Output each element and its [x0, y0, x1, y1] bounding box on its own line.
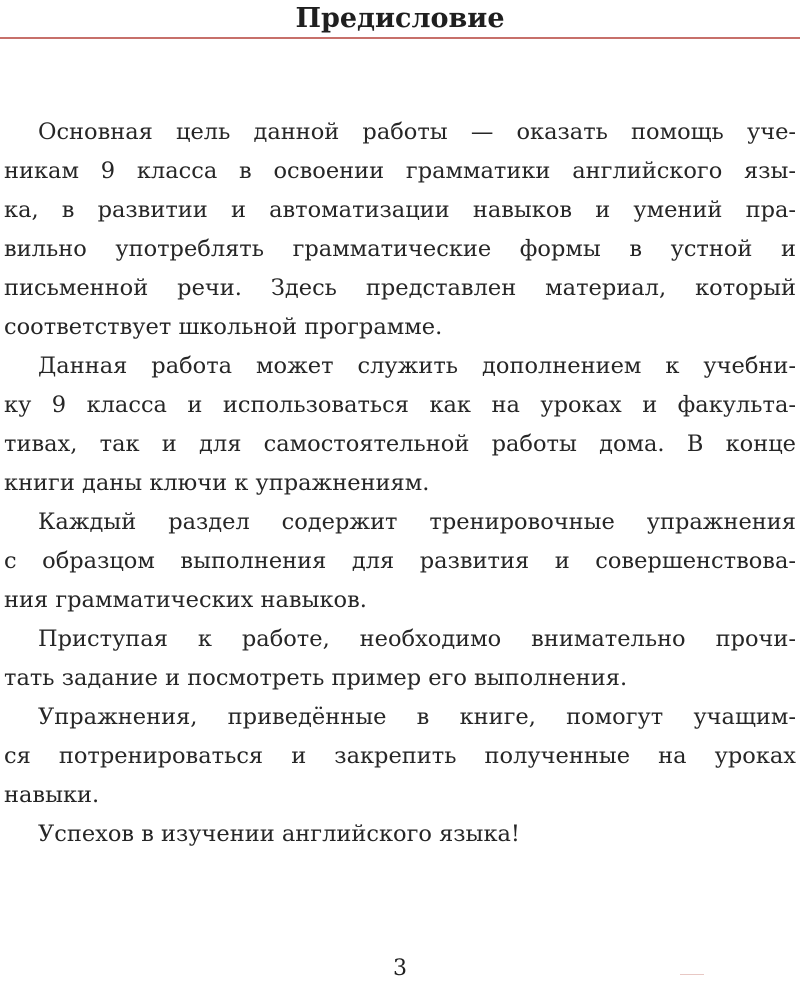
text-line: письменной речи. Здесь представлен материал, который — [4, 275, 796, 301]
text-line: с образцом выполнения для развития и совершенствова- — [4, 548, 796, 574]
text-line: тивах, так и для самостоятельной работы дома. В конце — [4, 431, 796, 457]
text-line: ка, в развитии и автоматизации навыков и умений пра- — [4, 197, 796, 223]
page-heading: Предисловие — [295, 3, 505, 34]
print-mark — [680, 974, 704, 975]
text-line: Приступая к работе, необходимо внимательно прочи- — [38, 626, 796, 652]
text-line: Данная работа может служить дополнением к учебни- — [38, 353, 796, 379]
text-line: ся потренироваться и закрепить полученные на уроках — [4, 743, 796, 769]
text-line: Упражнения, приведённые в книге, помогут учащим- — [38, 704, 796, 730]
text-line: книги даны ключи к упражнениям. — [4, 470, 430, 496]
text-line: Основная цель данной работы — оказать помощь уче- — [38, 119, 796, 145]
preface-body — [4, 113, 796, 854]
text-line: никам 9 класса в освоении грамматики английского язы- — [4, 158, 796, 184]
heading-divider — [0, 37, 800, 39]
text-line: Каждый раздел содержит тренировочные упражнения — [38, 509, 796, 535]
text-line: ния грамматических навыков. — [4, 587, 367, 613]
text-line: Успехов в изучении английского языка! — [38, 821, 520, 847]
text-line: вильно употреблять грамматические формы в устной и — [4, 236, 796, 262]
paragraph — [4, 620, 796, 698]
paragraph — [4, 815, 796, 854]
text-line: соответствует школьной программе. — [4, 314, 443, 340]
text-line: навыки. — [4, 782, 100, 808]
paragraph — [4, 698, 796, 815]
page-number: 3 — [393, 956, 407, 981]
paragraph — [4, 113, 796, 347]
text-line: тать задание и посмотреть пример его выполнения. — [4, 665, 628, 691]
text-line: ку 9 класса и использоваться как на уроках и факульта- — [4, 392, 796, 418]
paragraph — [4, 503, 796, 620]
paragraph — [4, 347, 796, 503]
